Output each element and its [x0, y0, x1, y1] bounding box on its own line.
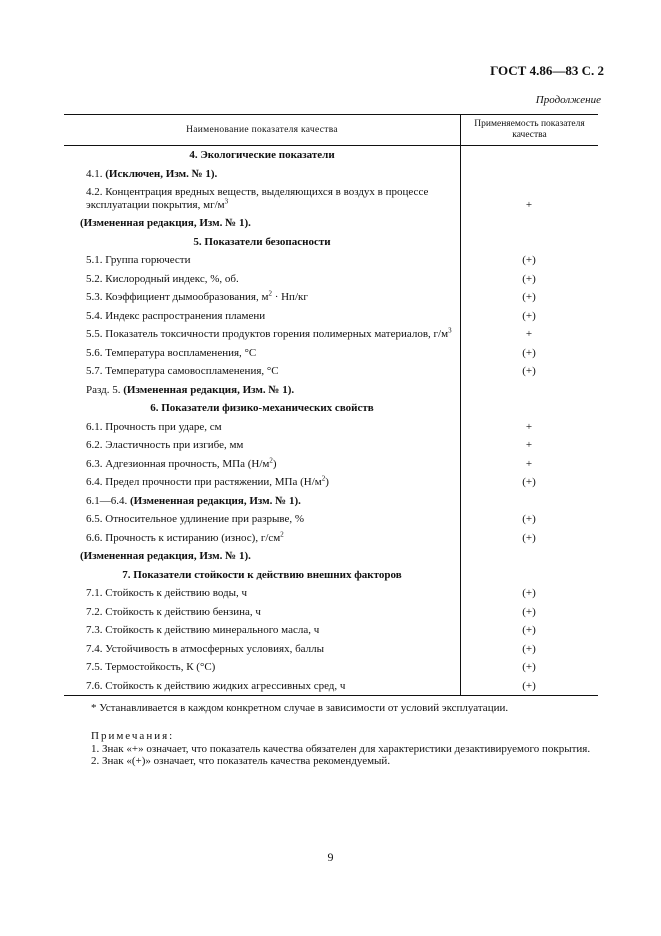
indicator-text: (Измененная редакция, Изм. № 1). [123, 383, 295, 396]
indicator-text: Стойкость к действию минерального масла, ч [105, 624, 320, 636]
applicability-cell: (+) [522, 291, 536, 303]
table-row [64, 473, 598, 492]
indicator-number: 5.3. [86, 291, 103, 303]
superscript: 2 [269, 455, 273, 464]
applicability-cell [460, 560, 598, 566]
indicator-text: Стойкость к действию бензина, ч [105, 605, 261, 618]
note-item: 1. Знак «+» означает, что показатель качества обязателен для характеристики дезактивируемого покрытия. [91, 742, 591, 755]
superscript: 2 [268, 289, 272, 298]
superscript: 3 [448, 326, 452, 335]
indicator-number: 5.6. [86, 346, 103, 359]
quality-indicators-table [64, 114, 598, 696]
section-heading-row [64, 399, 598, 418]
table-row [64, 455, 598, 474]
indicator-text: 5. Показатели безопасности [193, 235, 331, 248]
indicator-text: Адгезионная прочность, МПа (Н/м [105, 457, 270, 470]
table-row [64, 362, 598, 381]
applicability-cell: (+) [522, 309, 536, 322]
indicator-text: (Измененная редакция, Изм. № 1). [80, 217, 251, 229]
table-row [64, 270, 598, 289]
notes-title: Примечания: [91, 730, 175, 742]
table-row [64, 436, 598, 455]
indicator-name-cell [64, 677, 460, 696]
indicator-number: 4.1. [86, 167, 103, 180]
table-row [64, 492, 598, 511]
indicator-number: 6.5. [86, 513, 103, 525]
applicability-cell: (+) [522, 605, 536, 618]
indicator-name-cell [64, 399, 460, 418]
column-divider [460, 146, 461, 696]
section-heading-row [64, 146, 598, 165]
indicator-text: Прочность к истиранию (износ), г/см [105, 531, 281, 544]
table-row [64, 344, 598, 363]
indicator-name-cell [64, 270, 460, 289]
indicator-name-cell [64, 529, 460, 548]
indicator-text: Концентрация вредных веществ, выделяющихся в воздух в процессе эксплуатации покрытия, мг/м [86, 186, 429, 211]
indicator-name-cell [64, 658, 460, 677]
applicability-cell [460, 393, 598, 399]
indicator-name-cell [64, 547, 460, 566]
indicator-number: 7.4. [86, 642, 103, 655]
indicator-text: Предел прочности при растяжении, МПа (Н/м [105, 476, 322, 488]
indicator-number: Разд. 5. [86, 383, 121, 396]
applicability-cell [460, 159, 598, 165]
superscript: 2 [321, 474, 326, 483]
indicator-name-cell [64, 603, 460, 622]
indicator-text: Коэффициент дымообразования, м [105, 291, 269, 303]
indicator-number: 5.4. [86, 309, 103, 322]
indicator-name-cell [64, 233, 460, 252]
applicability-cell: (+) [522, 679, 536, 692]
indicator-text: Температура воспламенения, °С [105, 346, 257, 359]
applicability-cell: (+) [522, 642, 536, 655]
table-body [64, 146, 598, 696]
applicability-cell: + [525, 457, 533, 470]
indicator-name-cell [64, 621, 460, 640]
superscript: 3 [224, 196, 229, 205]
continued-label: Продолжение [535, 94, 601, 106]
indicator-name-cell [64, 418, 460, 437]
indicator-text-tail: ) [325, 476, 329, 488]
table-row [64, 621, 598, 640]
table-row [64, 584, 598, 603]
indicator-text: 6. Показатели физико-механических свойств [150, 402, 374, 414]
indicator-number: 6.2. [86, 439, 103, 451]
indicator-name-cell [64, 165, 460, 184]
indicator-number: 6.3. [86, 457, 103, 470]
table-row [64, 183, 598, 214]
table-row [64, 640, 598, 659]
indicator-text-tail: · Нп/кг [271, 291, 308, 303]
indicator-number: 5.2. [86, 272, 103, 285]
indicator-number: 5.1. [86, 254, 103, 266]
applicability-cell: (+) [522, 661, 536, 673]
indicator-text: (Измененная редакция, Изм. № 1). [130, 494, 301, 507]
footnote: * Устанавливается в каждом конкретном случае в зависимости от условий эксплуатации. [91, 702, 509, 714]
column-header-applicability: Применяемость показателя качества [474, 119, 585, 140]
indicator-number: 7.5. [86, 661, 103, 673]
indicator-name-cell [64, 251, 460, 270]
indicator-name-cell [64, 473, 460, 492]
indicator-number: 6.4. [86, 476, 103, 488]
table-row [64, 418, 598, 437]
indicator-number: 7.1. [86, 587, 103, 599]
table-row [64, 381, 598, 400]
indicator-name-cell [64, 325, 460, 344]
indicator-name-cell [64, 584, 460, 603]
indicator-text: Относительное удлинение при разрыве, % [105, 513, 305, 525]
page-number: 9 [327, 850, 334, 864]
table-row [64, 288, 598, 307]
applicability-cell: (+) [522, 513, 536, 525]
table-row [64, 547, 598, 566]
indicator-name-cell [64, 214, 460, 233]
applicability-cell: (+) [522, 531, 536, 544]
indicator-name-cell [64, 288, 460, 307]
indicator-number: 6.1. [86, 420, 103, 433]
applicability-cell: + [525, 420, 533, 433]
indicator-text: Термостойкость, К (°С) [105, 661, 216, 673]
indicator-number: 6.1—6.4. [86, 494, 128, 507]
indicator-name-cell [64, 146, 460, 165]
table-row [64, 603, 598, 622]
indicator-number: 7.3. [86, 624, 103, 636]
table-row [64, 510, 598, 529]
table-row [64, 214, 598, 233]
applicability-cell: (+) [522, 587, 536, 599]
superscript: 2 [280, 529, 284, 538]
table-header [64, 115, 598, 146]
table-row [64, 251, 598, 270]
note-item: 2. Знак «(+)» означает, что показатель качества рекомендуемый. [91, 755, 391, 767]
applicability-cell: (+) [522, 624, 536, 636]
table-row [64, 677, 598, 697]
notes-block [64, 730, 598, 768]
indicator-name-cell [64, 362, 460, 381]
table-row [64, 165, 598, 184]
indicator-text: 4. Экологические показатели [189, 149, 335, 161]
indicator-name-cell [64, 455, 460, 474]
applicability-cell: + [525, 439, 533, 451]
applicability-cell: (+) [522, 254, 536, 266]
table-row [64, 658, 598, 677]
applicability-cell [460, 177, 598, 183]
indicator-name-cell [64, 510, 460, 529]
applicability-cell: (+) [522, 476, 536, 488]
indicator-name-cell [64, 640, 460, 659]
indicator-text: Устойчивость в атмосферных условиях, баллы [105, 642, 325, 655]
applicability-cell: (+) [522, 272, 536, 285]
indicator-name-cell [64, 436, 460, 455]
indicator-text: (Измененная редакция, Изм. № 1). [80, 550, 251, 562]
column-header-name: Наименование показателя качества [64, 115, 461, 145]
indicator-name-cell [64, 307, 460, 326]
indicator-text: Температура самовоспламенения, °С [105, 365, 279, 377]
indicator-text: (Исключен, Изм. № 1). [105, 167, 218, 180]
applicability-cell: (+) [522, 346, 536, 359]
table-row [64, 307, 598, 326]
indicator-name-cell [64, 183, 460, 214]
indicator-number: 4.2. [86, 186, 103, 198]
applicability-cell: + [525, 198, 533, 211]
indicator-name-cell [64, 566, 460, 585]
indicator-name-cell [64, 344, 460, 363]
indicator-text: Группа горючести [105, 254, 191, 266]
indicator-number: 6.6. [86, 531, 103, 544]
indicator-number: 5.7. [86, 365, 103, 377]
indicator-text: Стойкость к действию жидких агрессивных сред, ч [105, 679, 346, 692]
applicability-cell: (+) [522, 365, 536, 377]
indicator-number: 7.2. [86, 605, 103, 618]
indicator-number: 5.5. [86, 328, 103, 340]
indicator-text: Показатель токсичности продуктов горения полимерных материалов, г/м [105, 328, 449, 340]
table-row [64, 325, 598, 344]
indicator-text: Стойкость к действию воды, ч [105, 587, 248, 599]
indicator-text: 7. Показатели стойкости к действию внешних факторов [122, 568, 402, 581]
section-heading-row [64, 566, 598, 585]
indicator-text: Индекс распространения пламени [105, 309, 266, 322]
indicator-number: 7.6. [86, 679, 103, 692]
indicator-text: Кислородный индекс, %, об. [105, 272, 239, 285]
section-heading-row [64, 233, 598, 252]
applicability-cell [460, 227, 598, 233]
indicator-text: Прочность при ударе, см [105, 420, 222, 433]
table-row [64, 529, 598, 548]
document-reference: ГОСТ 4.86—83 С. 2 [490, 63, 604, 78]
indicator-text-tail: ) [272, 457, 277, 470]
indicator-name-cell [64, 381, 460, 400]
indicator-name-cell [64, 492, 460, 511]
applicability-cell: + [525, 328, 533, 340]
indicator-text: Эластичность при изгибе, мм [105, 439, 244, 451]
